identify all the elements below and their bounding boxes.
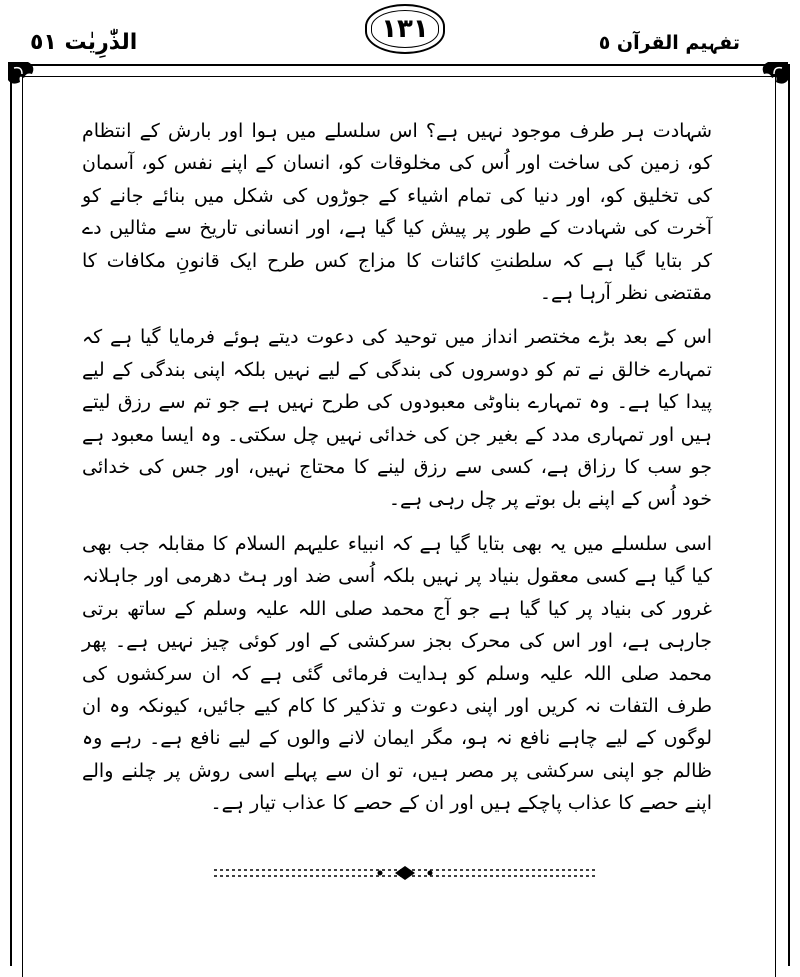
body-text bbox=[82, 115, 712, 820]
page-header bbox=[0, 0, 800, 62]
paragraph: شہادت ہر طرف موجود نہیں ہے؟ اس سلسلے میں ہوا اور بارش کے انتظام کو، زمین کی ساخت اور اُس کی مخلوقات کو، انسان کے اپنے نفس کو، آسمان کی تخلیق کو، اور دنیا کی تمام اشیاء کے جوڑوں کی شکل میں بنائے جانے کو آخرت کی شہادت کے طور پر پیش کیا گیا ہے، اور انسانی تاریخ سے مثالیں دے کر بتایا گیا ہے کہ سلطنتِ کائنات کا مزاج کس طرح ایک قانونِ مکافات کا مقتضی نظر آرہا ہے۔ bbox=[82, 120, 712, 305]
corner-ornament-icon bbox=[6, 60, 44, 94]
paragraph: اس کے بعد بڑے مختصر انداز میں توحید کی دعوت دیتے ہوئے فرمایا گیا ہے کہ تمہارے خالق نے تم کو دوسروں کی بندگی کے لیے نہیں بلکہ اپنی بندگی کے لیے پیدا کیا ہے۔ وہ تمہارے بناوٹی معبودوں کی طرح نہیں ہے جو تم سے رزق لیتے ہیں اور تمہاری مدد کے بغیر جن کی خدائی نہیں چل سکتی۔ وہ ایسا معبود ہے جو سب کا رزاق ہے، کسی سے رزق لینے کا محتاج نہیں، اور جس کی خدائی خود اُس کے اپنے بل بوتے پر چل رہی ہے۔ bbox=[82, 326, 712, 511]
corner-ornament-icon bbox=[752, 60, 790, 94]
surah-title: الذّٰرِيٰت ٥١ bbox=[30, 30, 138, 55]
page-number-cartouche: ١٣١ bbox=[365, 4, 445, 54]
book-title: تفہیم القرآن ٥ bbox=[598, 32, 740, 54]
end-divider-ornament-icon bbox=[210, 862, 600, 884]
paragraph: اسی سلسلے میں یہ بھی بتایا گیا ہے کہ انبیاء علیہم السلام کا مقابلہ جب بھی کیا گیا ہے کسی معقول بنیاد پر نہیں بلکہ اُسی ضد اور ہٹ دھرمی اور جاہلانہ غرور کی بنیاد پر کیا گیا ہے جو آج محمد صلی اللہ علیہ وسلم کے ساتھ برتی جارہی ہے، اور اس کی محرک بجز سرکشی کے اور کوئی چیز نہیں ہے۔ پھر محمد صلی اللہ علیہ وسلم کو ہدایت فرمائی گئی ہے کہ ان سرکشوں کی طرف التفات نہ کریں اور اپنی دعوت و تذکیر کا کام کیے جائیں، کیونکہ وہ ان لوگوں کے لیے چاہے نافع نہ ہو، مگر ایمان لانے والوں کے لیے نافع ہے۔ رہے وہ ظالم جو اپنی سرکشی پر مصر ہیں، تو ان سے پہلے اسی روش پر چلنے والے اپنے حصے کا عذاب پاچکے ہیں اور ان کے حصے کا عذاب تیار ہے۔ bbox=[82, 532, 712, 815]
